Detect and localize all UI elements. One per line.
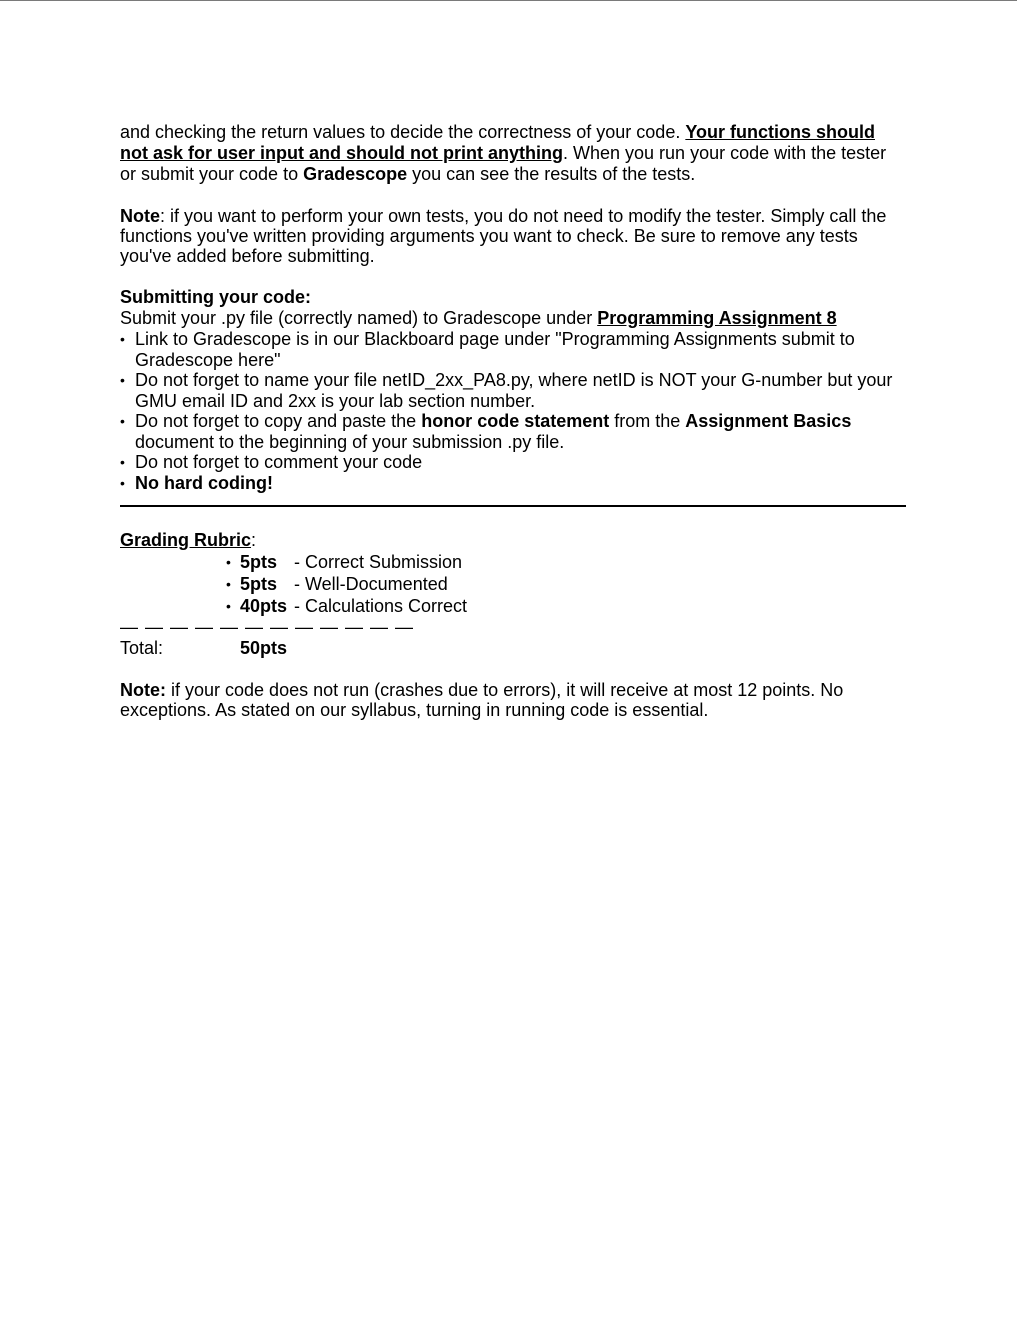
assignment-basics-text: Assignment Basics [685, 411, 852, 431]
programming-assignment-link[interactable]: Programming Assignment 8 [597, 308, 837, 328]
rubric-description: - Calculations Correct [294, 596, 468, 616]
note-label: Note [120, 206, 160, 226]
final-note-text: if your code does not run (crashes due to errors), it will receive at most 12 points. No exceptions. As stated on our syllabus, turning in running code is essential. [120, 680, 844, 720]
intro-emphasis: Your functions should not ask for user input and should not print anything [120, 122, 875, 163]
intro-paragraph [120, 122, 906, 185]
list-item-text: No hard coding! [135, 472, 273, 493]
spacer [120, 185, 906, 206]
bullet-icon: • [120, 413, 125, 429]
list-item-text-c: from the [609, 411, 686, 431]
final-note-paragraph [120, 680, 906, 720]
section-divider [120, 505, 906, 507]
rubric-points: 5pts [240, 552, 278, 572]
rubric-description: - Correct Submission [294, 552, 463, 572]
bullet-icon: • [120, 454, 125, 470]
rubric-heading [120, 529, 906, 551]
rubric-points: 5pts [240, 574, 278, 594]
list-item-text: Do not forget to name your file netID_2xx_PA8.py, where netID is NOT your G-number but your GMU email ID and 2xx is your lab section number. [135, 370, 893, 411]
intro-part1: and checking the return values to decide the correctness of your code. [120, 122, 686, 142]
rubric-item [120, 573, 906, 595]
submitting-heading: Submitting your code: [120, 287, 311, 307]
document-page [120, 122, 906, 720]
total-value: 50pts [240, 638, 288, 658]
rubric-separator-dashes: — — — — — — — — — — — — [120, 617, 415, 637]
spacer [120, 266, 906, 287]
rubric-points: 40pts [240, 596, 288, 616]
rubric-title: Grading Rubric [120, 530, 252, 550]
list-item [120, 370, 906, 411]
note-text: : if you want to perform your own tests, you do not need to modify the tester. Simply call the functions you've written providing arguments you want to check. Be sure to remove any tests you've added before submitting. [120, 206, 887, 266]
spacer [120, 659, 906, 680]
submitting-line-text: Submit your .py file (correctly named) to Gradescope under [120, 308, 598, 328]
list-item-text-e: document to the beginning of your submission .py file. [135, 431, 565, 452]
rubric-description: - Well-Documented [294, 574, 448, 594]
final-note-label: Note: [120, 680, 166, 700]
bullet-icon: • [120, 372, 125, 388]
bullet-icon: • [120, 474, 125, 491]
list-item [120, 473, 906, 494]
submitting-line [120, 308, 906, 329]
rubric-item [120, 551, 906, 573]
note-paragraph [120, 206, 906, 266]
intro-part3: you can see the results of the tests. [407, 164, 696, 184]
bullet-icon: • [226, 598, 231, 614]
intro-gradescope: Gradescope [303, 164, 408, 184]
intro-part2: . When you run your code with the tester or submit your code to [120, 143, 887, 184]
list-item-text-a: Do not forget to copy and paste the [135, 411, 422, 431]
submission-checklist [120, 329, 906, 493]
list-item-text: Link to Gradescope is in our Blackboard page under "Programming Assignments submit to Gradescope here" [135, 329, 855, 370]
bullet-icon: • [120, 331, 125, 347]
list-item [120, 452, 906, 473]
bullet-icon: • [226, 576, 231, 592]
rubric-total [120, 637, 906, 659]
page-top-border [0, 0, 1017, 1]
rubric-list [120, 551, 906, 617]
honor-code-text: honor code statement [421, 411, 610, 431]
rubric-colon: : [251, 530, 257, 550]
list-item-text: Do not forget to comment your code [135, 452, 423, 472]
total-label: Total: [120, 638, 164, 658]
bullet-icon: • [226, 554, 231, 570]
list-item [120, 329, 906, 370]
list-item [120, 411, 906, 452]
rubric-item [120, 595, 906, 617]
